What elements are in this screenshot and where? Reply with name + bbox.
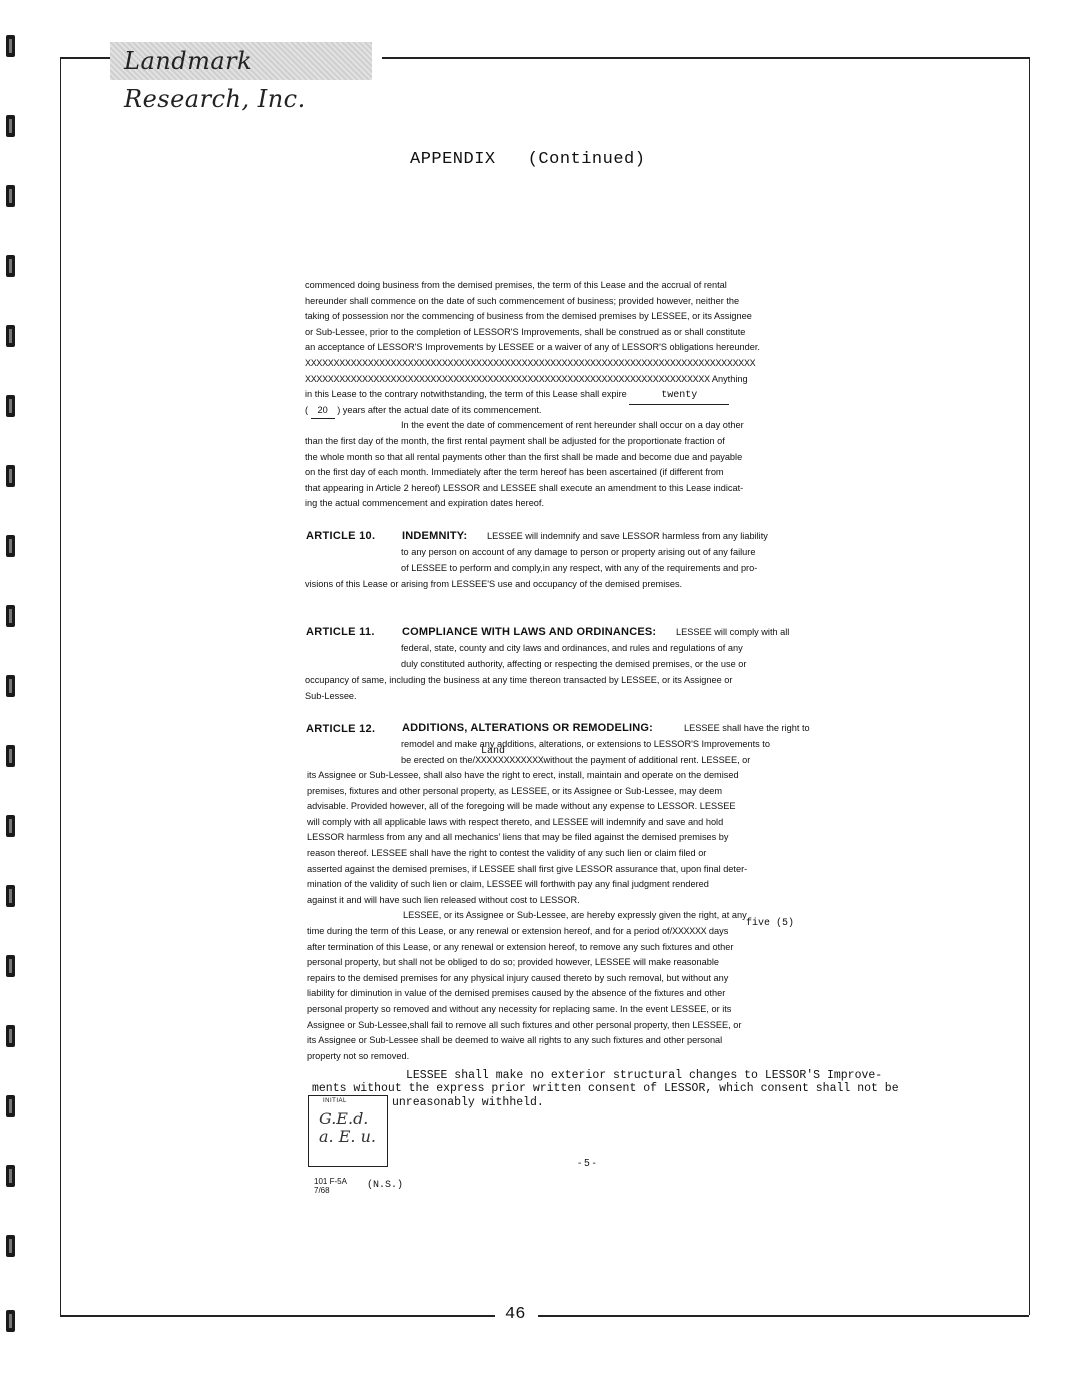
frame-top-left-rule [60,57,110,59]
text-line: Assignee or Sub-Lessee,shall fail to remove all such fixtures and other personal property, then LESSEE, or [307,1019,742,1030]
struck-text: XXXXXXXXXXXX [475,756,544,767]
binder-hole [6,1165,15,1187]
article-11-heading: COMPLIANCE WITH LAWS AND ORDINANCES: [402,626,657,638]
text-line: than the first day of the month, the first rental payment shall be adjusted for the proportionate fraction of [305,435,725,446]
company-logo: Landmark Research, Inc. [110,42,372,80]
text-line: LESSOR harmless from any and all mechanics' liens that may be filed against the demised premises by [307,832,729,843]
years-text: ) years after the actual date of its commencement. [337,404,542,415]
article-12-body [307,768,847,1064]
binder-hole [6,535,15,557]
text-line: LESSEE will comply with all [676,627,790,637]
handwritten-insert: Land [481,746,506,757]
binder-hole [6,745,15,767]
text-line: taking of possession nor the commencing of business from the demised premises by LESSEE, or its Assignee [305,311,752,322]
expire-line [305,387,845,403]
text-line: federal, state, county and city laws and ordinances, and rules and regulations of any [401,643,743,653]
text-part: time during the term of this Lease, or any renewal or extension hereof, and for a period of/ [307,925,673,936]
article-12-label: ARTICLE 12. [306,723,376,735]
text-line: premises, fixtures and other personal property, as LESSEE, or its Assignee or Sub-Lessee, may deem [307,785,723,796]
binder-hole [6,1095,15,1117]
binder-hole [6,605,15,627]
binder-hole [6,1310,15,1332]
text-line: LESSEE shall have the right to [684,723,810,733]
text-line-with-strike [401,755,750,767]
binder-hole [6,885,15,907]
intro-paragraph [305,278,845,512]
text-line: In the event the date of commencement of rent hereunder shall occur on a day other [401,420,744,431]
expire-value: twenty [629,388,729,405]
text-line: mination of the validity of such lien or claim, LESSEE will forthwith pay any final judgment rendered [307,879,709,890]
text-line: on the first day of each month. Immediately after the term hereof has been ascertained (if different from [305,467,724,478]
text-line: against it and will have such lien released without cost to LESSOR. [307,894,580,905]
binder-holes [0,0,20,1380]
form-code-line: 7/68 [314,1186,330,1195]
signature-line: G.E.d. [319,1109,369,1128]
handwritten-insert: five (5) [746,918,795,929]
typed-insert-line: unreasonably withheld. [392,1096,544,1109]
article-10-label: ARTICLE 10. [306,530,376,542]
text-part: be erected on the/ [401,755,476,765]
signature-line: a. E. u. [319,1127,376,1146]
text-line: an acceptance of LESSOR'S Improvements by LESSEE or a waiver of any of LESSOR'S obligations hereunder. [305,342,760,353]
binder-hole [6,1235,15,1257]
form-code-line: 101 F-5A [314,1177,347,1186]
text-line: liability for diminution in value of the demised premises caused by the absence of the fixtures and other [307,988,726,999]
expire-text: in this Lease to the contrary notwithstanding, the term of this Lease shall expire [305,389,627,400]
initials-box [308,1095,388,1167]
binder-hole [6,325,15,347]
binder-hole [6,255,15,277]
text-line: that appearing in Article 2 hereof) LESSOR and LESSEE shall execute an amendment to this Lease indicat- [305,482,744,493]
text-line: advisable. Provided however, all of the foregoing will be made without any expense to LESSOR. LESSEE [307,801,736,812]
binder-hole [6,1025,15,1047]
text-line: commenced doing business from the demised premises, the term of this Lease and the accrual of rental [305,280,727,290]
text-line: personal property so removed and without any necessity for replacing same. In the event LESSEE, or its [307,1003,732,1014]
text-line: occupancy of same, including the business at any time thereon transacted by LESSEE, or its Assignee or [305,675,733,685]
frame-bottom-right-rule [538,1315,1029,1317]
years-prefix: ( [305,404,309,415]
struck-line [305,356,845,372]
text-line: its Assignee or Sub-Lessee shall be deemed to waive all rights to any such fixtures and other personal [307,1035,723,1046]
years-value: 20 [311,403,335,420]
text-line: visions of this Lease or arising from LESSEE'S use and occupancy of the demised premises. [305,579,683,589]
struck-line [305,372,845,388]
text-line: to any person on account of any damage to person or property arising out of any failure [401,547,756,557]
binder-hole [6,395,15,417]
text-line: hereunder shall commence on the date of such commencement of business; provided however, neither the [305,295,740,306]
text-line: LESSEE will indemnify and save LESSOR harmless from any liability [487,531,768,541]
text-line: the whole month so that all rental payments other than the first shall be made and become due and payable [305,451,743,462]
struck-text: XXXXXXXXXXXXXXXXXXXXXXXXXXXXXXXXXXXXXXXXXXXXXXXXXXXXXXXXXXXXXXXXXXXXXXX [305,374,710,386]
struck-tail: Anything [709,373,748,384]
article-11-label: ARTICLE 11. [306,626,375,638]
binder-hole [6,815,15,837]
text-line: duly constituted authority, affecting or respecting the demised premises, or the use or [401,659,747,669]
binder-hole [6,35,15,57]
frame-bottom-left-rule [60,1315,495,1317]
struck-text: XXXXXX [672,926,707,938]
initials-label: INITIAL [323,1098,347,1104]
struck-text: XXXXXXXXXXXXXXXXXXXXXXXXXXXXXXXXXXXXXXXXXXXXXXXXXXXXXXXXXXXXXXXXXXXXXXXXXXXXXXX [305,358,756,370]
text-line: LESSEE, or its Assignee or Sub-Lessee, are hereby expressly given the right, at any [403,910,747,921]
text-line: asserted against the demised premises, if LESSEE shall first give LESSOR assurance that, upon final deter- [307,863,748,874]
years-line [305,403,845,419]
text-line: repairs to the demised premises for any physical injury caused thereto by such removal, but without any [307,972,729,983]
frame-top-right-rule [382,57,1029,59]
typed-insert-line: LESSEE shall make no exterior structural changes to LESSOR'S Improve- [406,1069,883,1082]
text-line: property not so removed. [307,1050,410,1061]
form-suffix: (N.S.) [367,1180,404,1191]
binder-hole [6,115,15,137]
text-line: after termination of this Lease, or any renewal or extension hereof, to remove any such fixtures and other [307,941,734,952]
article-12-heading: ADDITIONS, ALTERATIONS OR REMODELING: [402,722,654,734]
article-10-heading: INDEMNITY: [402,530,468,542]
text-line: personal property, but shall not be obliged to do so; provided however, LESSEE will make reasonable [307,957,719,968]
form-code [314,1177,347,1195]
text-line: reason thereof. LESSEE shall have the right to contest the validity of any such lien or claim filed or [307,847,707,858]
binder-hole [6,465,15,487]
text-line: ing the actual commencement and expiration dates hereof. [305,498,545,509]
typed-insert-line: ments without the express prior written consent of LESSOR, which consent shall not be [312,1082,899,1095]
page-number: 46 [505,1305,526,1324]
text-line: or Sub-Lessee, prior to the completion of LESSOR'S Improvements, shall be construed as or shall constitute [305,326,746,337]
text-line: remodel and make any additions, alterations, or extensions to LESSOR'S Improvements to [401,739,770,749]
page-title: APPENDIX (Continued) [410,150,646,169]
binder-hole [6,955,15,977]
text-line: its Assignee or Sub-Lessee, shall also have the right to erect, install, maintain and operate on the demised [307,770,739,780]
text-part: without the payment of additional rent. LESSEE, or [543,755,751,765]
page-marker: - 5 - [578,1158,596,1169]
text-line: of LESSEE to perform and comply,in any respect, with any of the requirements and pro- [401,563,758,573]
binder-hole [6,185,15,207]
text-part: days [706,925,729,936]
text-line: will comply with all applicable laws with respect thereto, and LESSEE will indemnify and save and hold [307,816,724,827]
binder-hole [6,675,15,697]
initials-signature [319,1110,376,1146]
text-line: Sub-Lessee. [305,691,357,701]
page-frame [60,57,1030,1315]
